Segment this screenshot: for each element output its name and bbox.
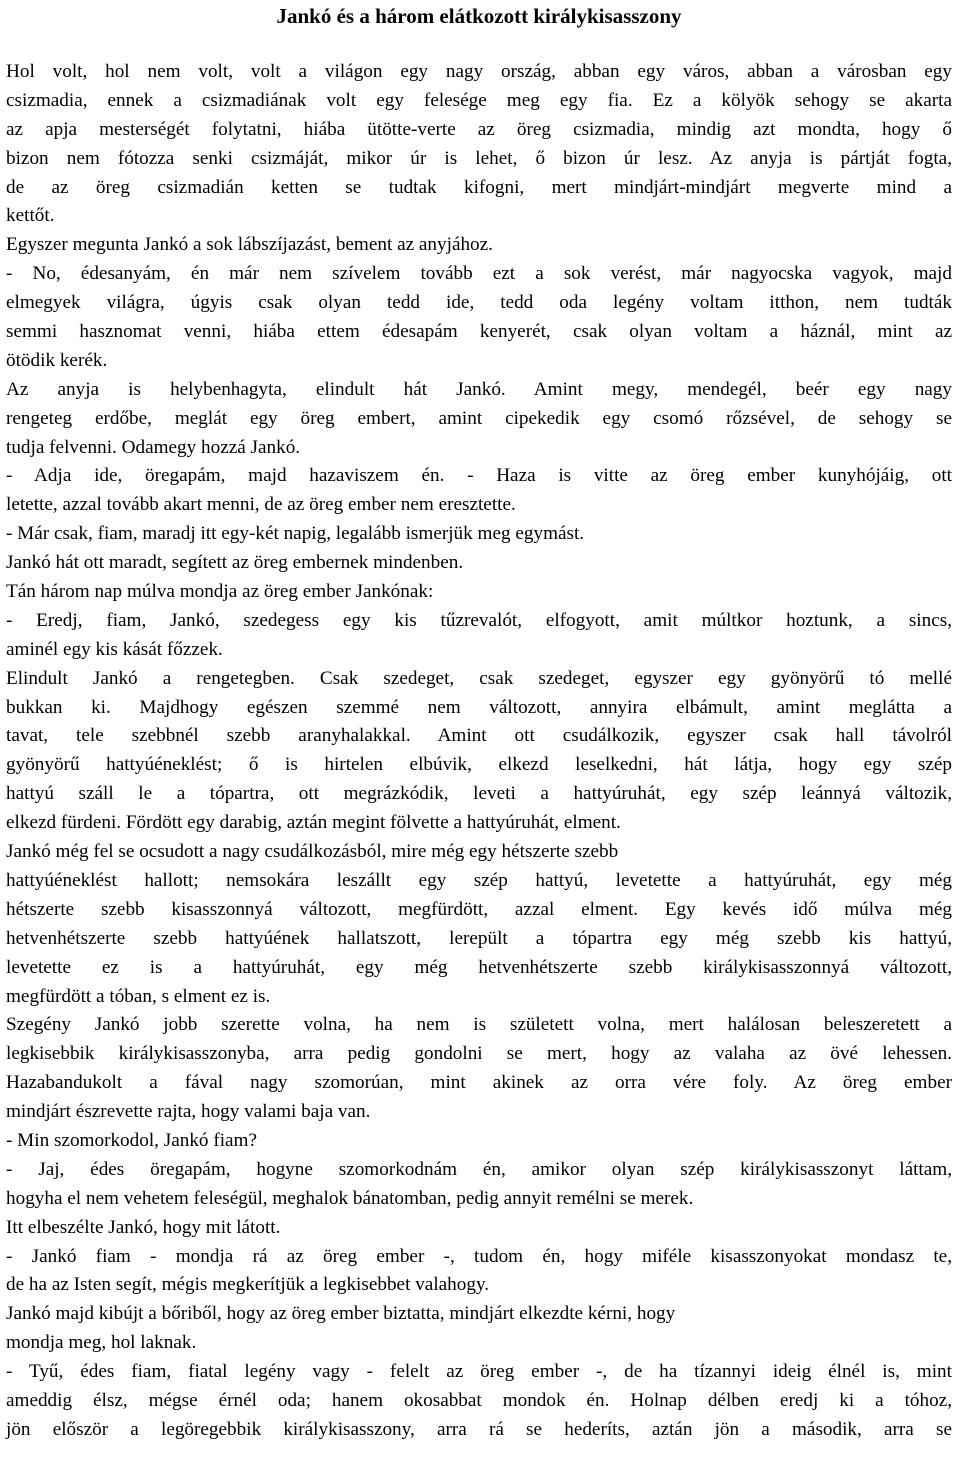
text-line: aminél egy kis kását főzzek. xyxy=(6,638,223,660)
text-line: Hol volt, hol nem volt, volt a világon egy nagy ország, abban egy város, abban a városban egy xyxy=(6,61,952,82)
story-text xyxy=(6,58,952,1445)
text-line: semmi hasznomat venni, hiába ettem édesapám kenyerét, csak olyan voltam a háznál, mint az xyxy=(6,321,952,343)
text-line: Szegény Jankó jobb szerette volna, ha nem is született volna, mert halálosan beleszeretett a xyxy=(6,1014,952,1036)
text-line: az apja mesterségét folytatni, hiába ütötte-verte az öreg csizmadia, mindig azt mondta, hogy ő xyxy=(6,118,952,140)
text-line: hogyha el nem vehetem feleségül, meghalok bánatomban, pedig annyit remélni se merek. xyxy=(6,1187,694,1209)
text-line: ötödik kerék. xyxy=(6,349,108,371)
text-line: - Már csak, fiam, maradj itt egy-két napig, legalább ismerjük meg egymást. xyxy=(6,523,585,545)
text-line: - Eredj, fiam, Jankó, szedegess egy kis tűzrevalót, elfogyott, amit múltkor hoztunk, a sincs, xyxy=(6,609,952,631)
text-line: elmegyek világra, úgyis csak olyan tedd ide, tedd oda legény voltam itthon, nem tudták xyxy=(6,292,952,314)
text-line: - Jankó fiam - mondja rá az öreg ember -, tudom én, hogy miféle kisasszonyokat mondasz te, xyxy=(6,1245,952,1267)
text-line: levetette ez is a hattyúruhát, egy még hetvenhétszerte szebb királykisasszonnyá változott, xyxy=(6,956,952,978)
text-line: letette, azzal tovább akart menni, de az öreg ember nem eresztette. xyxy=(6,494,516,516)
text-line: - Jaj, édes öregapám, hogyne szomorkodnám én, amikor olyan szép királykisasszonyt láttam, xyxy=(6,1158,952,1180)
text-line: jön először a legöregebbik királykisasszony, arra rá se hederíts, aztán jön a második, arra se xyxy=(6,1418,952,1440)
text-line: ameddig élsz, mégse érnél oda; hanem okosabbat mondok én. Holnap délben eredj ki a tóhoz, xyxy=(6,1389,952,1411)
text-line: de ha az Isten segít, mégis megkerítjük a legkisebbet valahogy. xyxy=(6,1274,490,1296)
text-line: csizmadia, ennek a csizmadiának volt egy felesége meg egy fia. Ez a kölyök sehogy se akarta xyxy=(6,89,952,111)
text-line: - Min szomorkodol, Jankó fiam? xyxy=(6,1129,257,1151)
text-line: megfürdött a tóban, s elment ez is. xyxy=(6,985,271,1007)
text-line: Az anyja is helybenhagyta, elindult hát Jankó. Amint megy, mendegél, beér egy nagy xyxy=(6,378,952,400)
text-line: mondja meg, hol laknak. xyxy=(6,1332,197,1354)
text-line: hétszerte szebb kisasszonnyá változott, megfürdött, azzal elment. Egy kevés idő múlva még xyxy=(6,898,952,920)
text-line: rengeteg erdőbe, meglát egy öreg embert, amint cipekedik egy csomó rőzsével, de sehogy se xyxy=(6,407,952,429)
text-line: - No, édesanyám, én már nem szívelem tovább ezt a sok verést, már nagyocska vagyok, majd xyxy=(6,263,952,285)
text-line: - Adja ide, öregapám, majd hazaviszem én. - Haza is vitte az öreg ember kunyhójáig, ott xyxy=(6,465,952,487)
text-line: hattyú száll le a tópartra, ott megrázkódik, leveti a hattyúruhát, egy szép leánnyá változik, xyxy=(6,783,952,805)
text-line: tudja felvenni. Odamegy hozzá Jankó. xyxy=(6,436,301,458)
text-line: tavat, tele szebbnél szebb aranyhalakkal. Amint ott csudálkozik, egyszer csak hall távolról xyxy=(6,725,952,747)
text-line: Elindult Jankó a rengetegben. Csak szedeget, csak szedeget, egyszer egy gyönyörű tó mellé xyxy=(6,667,952,689)
document-title: Jankó és a három elátkozott királykisasszony xyxy=(276,4,682,28)
text-line: - Tyű, édes fiam, fiatal legény vagy - felelt az öreg ember -, de ha tízannyi ideig élnél is, mint xyxy=(6,1361,952,1383)
text-line: bukkan ki. Majdhogy egészen szemmé nem változott, annyira elbámult, amint meglátta a xyxy=(6,696,952,718)
text-line: gyönyörű hattyúéneklést; ő is hirtelen elbúvik, elkezd leselkedni, hát látja, hogy egy szép xyxy=(6,754,952,776)
text-line: elkezd fürdeni. Fördött egy darabig, aztán megint fölvette a hattyúruhát, elment. xyxy=(6,812,621,834)
text-line: hetvenhétszerte szebb hattyúének hallatszott, lerepült a tópartra egy még szebb kis hattyú, xyxy=(6,927,952,949)
text-line: bizon nem fótozza senki csizmáját, mikor úr is lehet, ő bizon úr lesz. Az anyja is pártját fogta, xyxy=(6,147,952,169)
text-line: Itt elbeszélte Jankó, hogy mit látott. xyxy=(6,1216,281,1238)
text-line: legkisebbik királykisasszonyba, arra pedig gondolni se mert, hogy az valaha az övé lehessen. xyxy=(6,1043,952,1065)
text-line: mindjárt észrevette rajta, hogy valami baja van. xyxy=(6,1101,371,1123)
text-line: hattyúéneklést hallott; nemsokára leszállt egy szép hattyú, levetette a hattyúruhát, egy még xyxy=(6,869,952,891)
text-line: Tán három nap múlva mondja az öreg ember Jankónak: xyxy=(6,581,434,603)
text-line: de az öreg csizmadián ketten se tudtak kifogni, mert mindjárt-mindjárt megverte mind a xyxy=(6,176,952,198)
text-line: Jankó hát ott maradt, segített az öreg embernek mindenben. xyxy=(6,552,464,574)
text-line: Hazabandukolt a fával nagy szomorúan, mint akinek az orra vére foly. Az öreg ember xyxy=(6,1072,952,1094)
text-line: kettőt. xyxy=(6,205,55,227)
text-line: Egyszer megunta Jankó a sok lábszíjazást, bement az anyjához. xyxy=(6,234,493,256)
text-line: Jankó majd kibújt a bőriből, hogy az öreg ember biztatta, mindjárt elkezdte kérni, hogy xyxy=(6,1303,676,1325)
text-line: Jankó még fel se ocsudott a nagy csudálkozásból, mire még egy hétszerte szebb xyxy=(6,841,619,863)
